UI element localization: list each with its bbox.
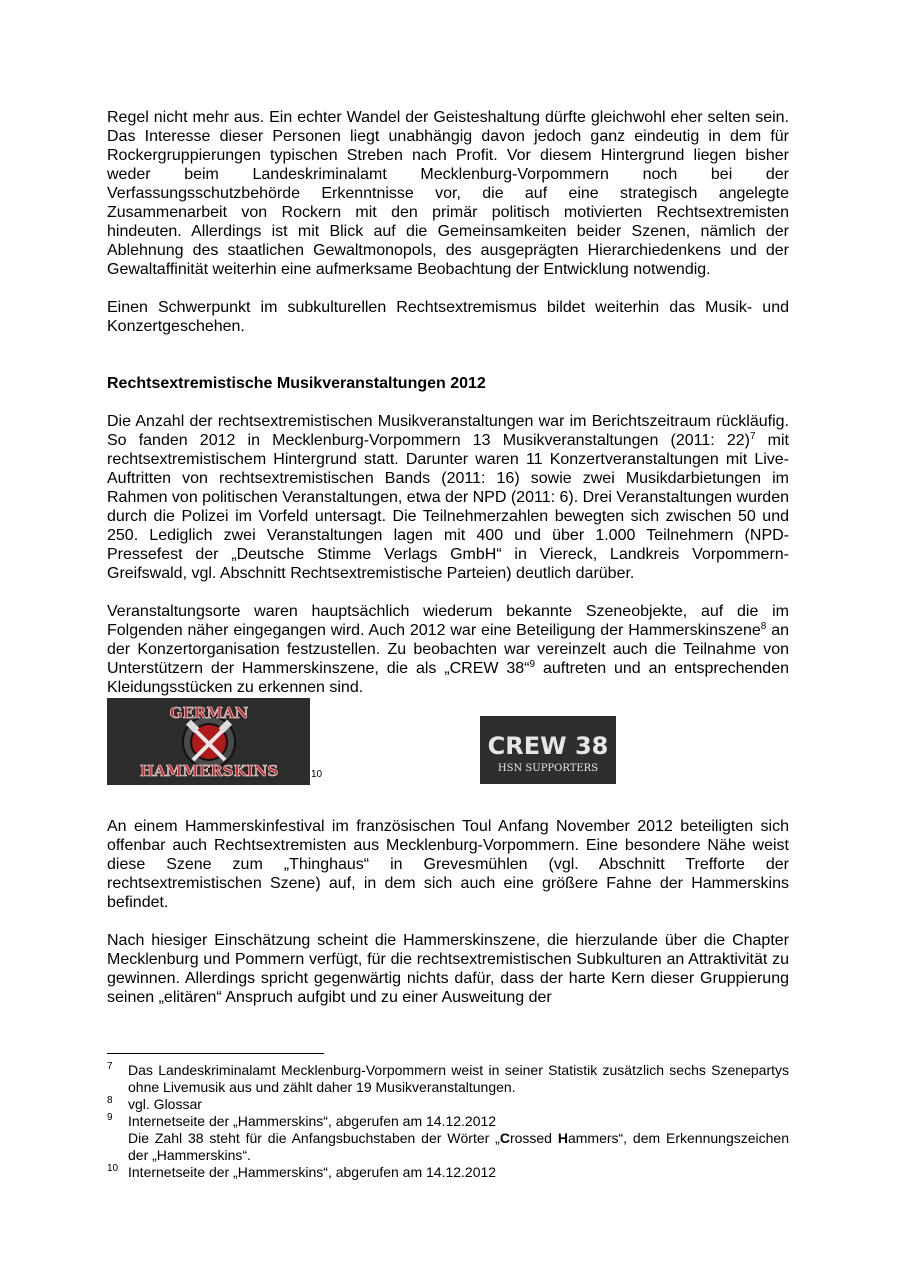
footnote-ref-8[interactable]: 8 [760, 621, 767, 632]
footnote-9-explanation [128, 1130, 789, 1164]
logo-images [107, 697, 789, 807]
paragraph-venues-c: auftreten und an entsprechenden Kleidungsstücken zu erkennen sind. [107, 660, 790, 696]
footnote-10 [107, 1164, 789, 1181]
footnote-9-number: 9 [107, 1112, 113, 1123]
footnote-10-number: 10 [107, 1163, 119, 1174]
footnote-ref-9[interactable]: 9 [529, 659, 536, 670]
footnote-8-number: 8 [107, 1095, 113, 1106]
footnote-7 [107, 1062, 789, 1096]
paragraph-venues [107, 602, 789, 697]
footnote-7-number: 7 [107, 1061, 113, 1072]
paragraph-assessment: Nach hiesiger Einschätzung scheint die Hammerskinszene, die hierzulande über die Chapter Mecklenburg und Pommern verfügt, für die rechtsextremistischen Subkulturen an Attraktivität zu gewinnen. Allerdings spricht gegenwärtig nichts dafür, dass der harte Kern dieser Gruppierung seinen „elitären“ Anspruch aufgibt und zu einer Ausweitung der [107, 932, 789, 1006]
footnote-ref-10[interactable]: 10 [311, 769, 323, 780]
footnote-ref-7[interactable]: 7 [749, 431, 756, 442]
footnote-8-text: vgl. Glossar [128, 1096, 202, 1112]
paragraph-events [107, 412, 789, 583]
paragraph-rocker: Regel nicht mehr aus. Ein echter Wandel der Geisteshaltung dürfte gleichwohl eher selten sein. Das Interesse dieser Personen liegt unabhängig davon jedoch ganz eindeutig in dem für Rockergruppierungen typischen Streben nach Profit. Vor diesem Hintergrund liegen bisher weder beim Landeskriminalamt Mecklenburg-Vorpommern noch bei der Verfassungsschutzbehörde Erkenntnisse vor, die auf eine strategisch angelegte Zusammenarbeit von Rockern mit den primär politisch motivierten Rechtsextremisten hindeuten. Allerdings ist mit Blick auf die Gemeinsamkeiten beider Szenen, nämlich der Ablehnung des staatlichen Gewaltmonopols, des ausgeprägten Hierarchiedenkens und der Gewaltaffinität weiterhin eine aufmerksame Beobachtung der Entwicklung notwendig. [107, 109, 789, 278]
logo-german-text: GERMAN [169, 704, 249, 722]
footnote-8 [107, 1096, 789, 1113]
footnote-7-text: Das Landeskriminalamt Mecklenburg-Vorpommern weist in seiner Statistik zusätzlich sechs Szenepartys ohne Livemusik aus und zählt daher 19 Musikveranstaltungen. [128, 1062, 789, 1095]
footnote-9 [107, 1113, 789, 1164]
crew-38-text: CREW 38 [487, 732, 609, 760]
paragraph-events-a: Die Anzahl der rechtsextremistischen Musikveranstaltungen war im Berichtszeitraum rückläufig. So fanden 2012 in Mecklenburg-Vorpommern 13 Musikveranstaltungen (2011: 22) [107, 413, 789, 449]
footnote-9-bold-h: H [557, 1130, 568, 1146]
paragraph-venues-a: Veranstaltungsorte waren hauptsächlich wiederum bekannte Szeneobjekte, auf die im Folgenden näher eingegangen wird. Auch 2012 war eine Beteiligung der Hammerskinszene [107, 603, 789, 639]
paragraph-events-b: mit rechtsextremistischem Hintergrund statt. Darunter waren 11 Konzertveranstaltungen mit Live-Auftritten von rechtsextremistischen Bands (2011: 16) sowie zwei Musikdarbietungen im Rahmen von politischen Veranstaltungen, etwa der NPD (2011: 6). Drei Veranstaltungen wurden durch die Polizei im Vorfeld untersagt. Die Teilnehmerzahlen bewegten sich zwischen 50 und 250. Lediglich zwei Veranstaltungen lagen mit 400 und über 1.000 Teilnehmern (NPD-Pressefest der „Deutsche Stimme Verlags GmbH“ in Viereck, Landkreis Vorpommern-Greifswald, vgl. Abschnitt Rechtsextremistische Parteien) deutlich darüber. [107, 432, 789, 582]
hsn-supporters-text: HSN SUPPORTERS [497, 763, 599, 774]
page-body [107, 108, 789, 1007]
logo-hammerskins-text: HAMMERSKINS [139, 762, 279, 780]
footnote-separator [107, 1053, 324, 1054]
footnote-9-expl-a: Die Zahl 38 steht für die Anfangsbuchstaben der Wörter „ [128, 1130, 500, 1146]
footnote-9-text: Internetseite der „Hammerskins“, abgerufen am 14.12.2012 [128, 1113, 497, 1129]
section-heading: Rechtsextremistische Musikveranstaltungen 2012 [107, 375, 486, 392]
footnote-9-expl-b: rossed [509, 1130, 558, 1146]
footnotes [107, 1053, 789, 1181]
paragraph-toul: An einem Hammerskinfestival im französischen Toul Anfang November 2012 beteiligten sich offenbar auch Rechtsextremisten aus Mecklenburg-Vorpommern. Eine besondere Nähe weist diese Szene zum „Thinghaus“ in Grevesmühlen (vgl. Abschnitt Trefforte der rechtsextremistischen Szene) auf, in dem sich auch eine größere Fahne der Hammerskins befindet. [107, 818, 789, 911]
footnote-9-bold-c: C [499, 1130, 510, 1146]
crew-38-logo [480, 716, 616, 784]
footnote-10-text: Internetseite der „Hammerskins“, abgerufen am 14.12.2012 [128, 1164, 497, 1180]
footnote-9-expl-c: ammers“, dem Erkennungszeichen der „Hammerskins“. [128, 1130, 789, 1163]
paragraph-venues-b: an der Konzertorganisation festzustellen. Zu beobachten war vereinzelt auch die Teilnahme von Unterstützern der Hammerskinszene, die als „CREW 38“ [107, 622, 789, 677]
paragraph-music-focus: Einen Schwerpunkt im subkulturellen Rechtsextremismus bildet weiterhin das Musik- und Konzertgeschehen. [107, 299, 789, 335]
german-hammerskins-logo [107, 698, 310, 785]
